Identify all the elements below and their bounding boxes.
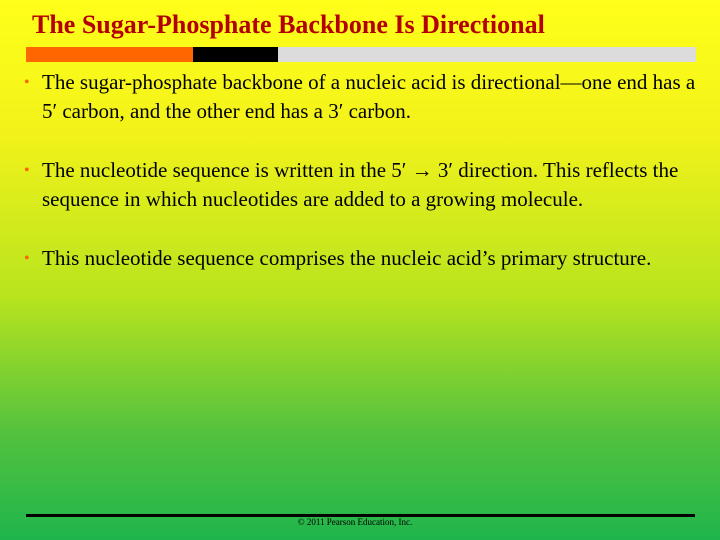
- bullet-dot-icon: •: [24, 250, 30, 267]
- bullet-text: This nucleotide sequence comprises the nucleic acid’s primary structure.: [42, 246, 652, 270]
- bullet-item: [20, 156, 700, 214]
- bullet-dot-icon: •: [24, 74, 30, 91]
- title-underline-bar: [26, 47, 696, 62]
- underline-grey-segment: [278, 47, 696, 62]
- bullet-item: [20, 244, 700, 273]
- bullet-dot-icon: •: [24, 162, 30, 179]
- underline-orange-segment: [26, 47, 193, 62]
- underline-black-segment: [193, 47, 278, 62]
- slide-title: The Sugar-Phosphate Backbone Is Directional: [32, 10, 545, 39]
- bullet-list: [20, 68, 700, 273]
- copyright-notice: © 2011 Pearson Education, Inc.: [297, 517, 413, 527]
- bullet-text: The sugar-phosphate backbone of a nucleic acid is directional—one end has a 5′ carbon, and the other end has a 3′ carbon.: [42, 70, 696, 123]
- bullet-text: The nucleotide sequence is written in the 5′ → 3′ direction. This reflects the sequence in which nucleotides are added to a growing molecule.: [42, 158, 679, 211]
- bullet-item: [20, 68, 700, 126]
